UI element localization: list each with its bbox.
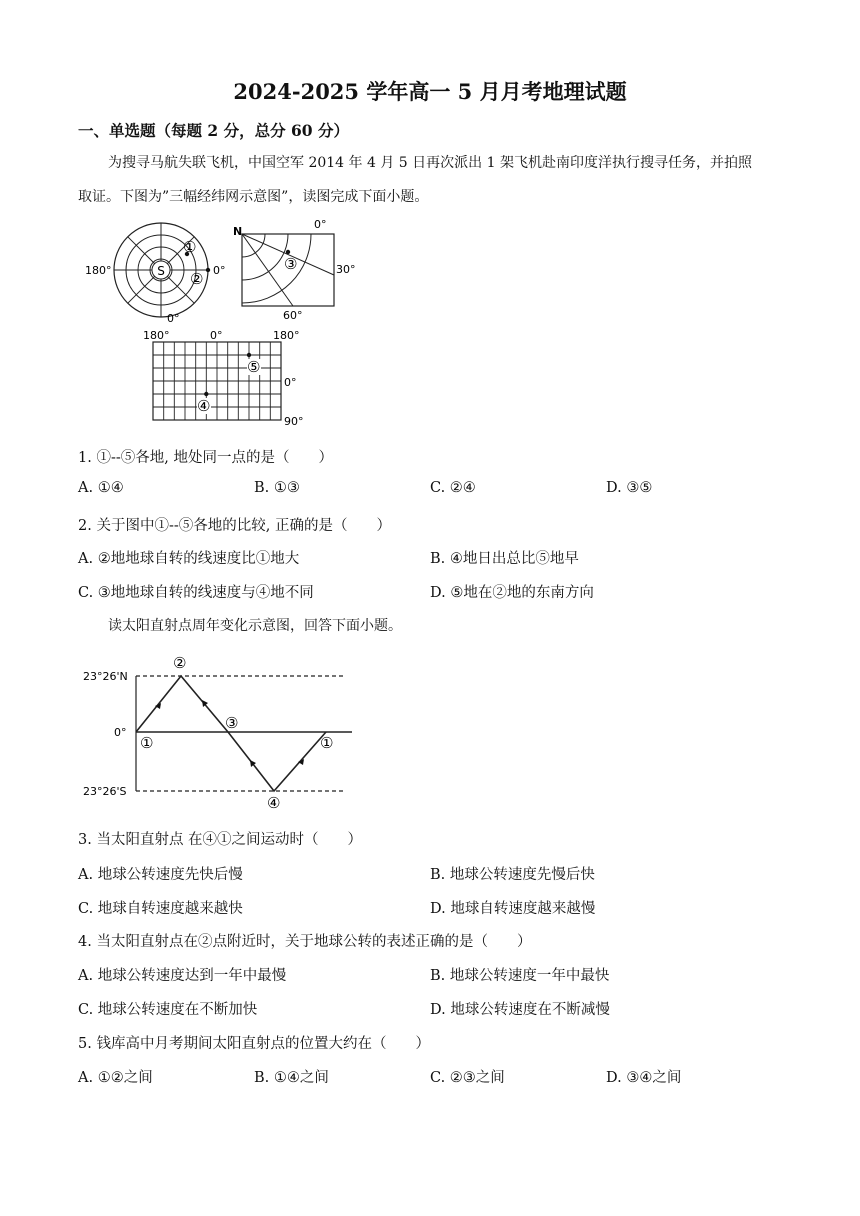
polar-graticule — [85, 223, 226, 325]
tropic-north-label: 23°26'N — [83, 670, 128, 683]
fig2-point-3: ③ — [225, 714, 239, 732]
q3-option-c[interactable]: C. 地球自转速度越来越快 — [78, 901, 243, 917]
page-title: 2024-2025 学年高一 5 月月考地理试题 — [233, 79, 627, 104]
fig2-point-4: ④ — [267, 794, 281, 812]
polar-left-label: 180° — [85, 264, 112, 277]
grid-top-mid-label: 0° — [210, 329, 223, 342]
q4-stem: 4. 当太阳直射点在②点附近时，关于地球公转的表述正确的是（ ） — [78, 934, 532, 950]
point-1-label: ① — [183, 238, 197, 256]
point-5-dot — [247, 353, 251, 357]
graticule-figure — [80, 212, 380, 427]
q1-option-d[interactable]: D. ③⑤ — [606, 480, 653, 496]
q2-option-d[interactable]: D. ⑤地在②地的东南方向 — [430, 585, 594, 601]
q2-option-c[interactable]: C. ③地地球自转的线速度与④地不同 — [78, 585, 314, 601]
rect-right-label: 30° — [336, 263, 356, 276]
q4-option-a[interactable]: A. 地球公转速度达到一年中最慢 — [78, 968, 287, 984]
q3-stem: 3. 当太阳直射点 在④①之间运动时（ ） — [78, 832, 363, 848]
grid-graticule — [143, 329, 304, 427]
q5-option-a[interactable]: A. ①②之间 — [78, 1070, 153, 1086]
intro1-line1: 为搜寻马航失联飞机，中国空军 2014 年 4 月 5 日再次派出 1 架飞机赴南印度洋执行搜寻任务，并拍照 — [108, 155, 752, 171]
equator-label: 0° — [114, 726, 127, 739]
point-3-label: ③ — [284, 255, 298, 273]
fig2-point-1: ① — [140, 734, 154, 752]
intro2: 读太阳直射点周年变化示意图，回答下面小题。 — [108, 618, 402, 634]
q2-stem: 2. 关于图中①--⑤各地的比较, 正确的是（ ） — [78, 518, 391, 534]
q2-option-a[interactable]: A. ②地地球自转的线速度比①地大 — [78, 551, 300, 567]
rect-graticule — [233, 218, 356, 322]
q2-option-b[interactable]: B. ④地日出总比⑤地早 — [430, 551, 579, 567]
grid-right-bottom-label: 90° — [284, 415, 304, 427]
point-4-dot — [204, 392, 208, 396]
q5-option-c[interactable]: C. ②③之间 — [430, 1070, 505, 1086]
q3-option-d[interactable]: D. 地球自转速度越来越慢 — [430, 901, 596, 917]
rect-bottom-label: 60° — [283, 309, 303, 322]
q5-option-d[interactable]: D. ③④之间 — [606, 1070, 682, 1086]
q4-option-c[interactable]: C. 地球公转速度在不断加快 — [78, 1002, 258, 1018]
point-4-label: ④ — [197, 397, 211, 415]
q3-option-b[interactable]: B. 地球公转速度先慢后快 — [430, 867, 595, 883]
polar-center-label: S — [157, 264, 165, 278]
intro1-line2: 取证。下图为”三幅经纬网示意图”，读图完成下面小题。 — [78, 189, 429, 205]
grid-top-left-label: 180° — [143, 329, 170, 342]
point-5-label: ⑤ — [247, 358, 261, 376]
q5-stem: 5. 钱库高中月考期间太阳直射点的位置大约在（ ） — [78, 1036, 430, 1052]
q1-option-c[interactable]: C. ②④ — [430, 480, 476, 496]
tropic-south-label: 23°26'S — [83, 785, 127, 798]
polar-bottom-label: 0° — [167, 312, 180, 325]
rect-top-label: 0° — [314, 218, 327, 231]
rect-corner-label: N — [233, 225, 243, 238]
polar-right-label: 0° — [213, 264, 226, 277]
q3-option-a[interactable]: A. 地球公转速度先快后慢 — [78, 867, 243, 883]
point-2-dot — [206, 268, 210, 272]
q4-option-d[interactable]: D. 地球公转速度在不断减慢 — [430, 1002, 610, 1018]
q1-stem: 1. ①--⑤各地, 地处同一点的是（ ） — [78, 450, 333, 466]
grid-top-right-label: 180° — [273, 329, 300, 342]
point-3-dot — [286, 250, 290, 254]
q4-option-b[interactable]: B. 地球公转速度一年中最快 — [430, 968, 610, 984]
q1-option-b[interactable]: B. ①③ — [254, 480, 300, 496]
fig2-point-1-end: ① — [320, 734, 334, 752]
point-2-label: ② — [190, 270, 204, 288]
sun-direct-point-figure — [80, 648, 370, 813]
q1-option-a[interactable]: A. ①④ — [78, 480, 124, 496]
fig2-point-2: ② — [173, 654, 187, 672]
grid-right-mid-label: 0° — [284, 376, 297, 389]
section-heading: 一、单选题（每题 2 分，总分 60 分） — [78, 121, 349, 140]
q5-option-b[interactable]: B. ①④之间 — [254, 1070, 329, 1086]
